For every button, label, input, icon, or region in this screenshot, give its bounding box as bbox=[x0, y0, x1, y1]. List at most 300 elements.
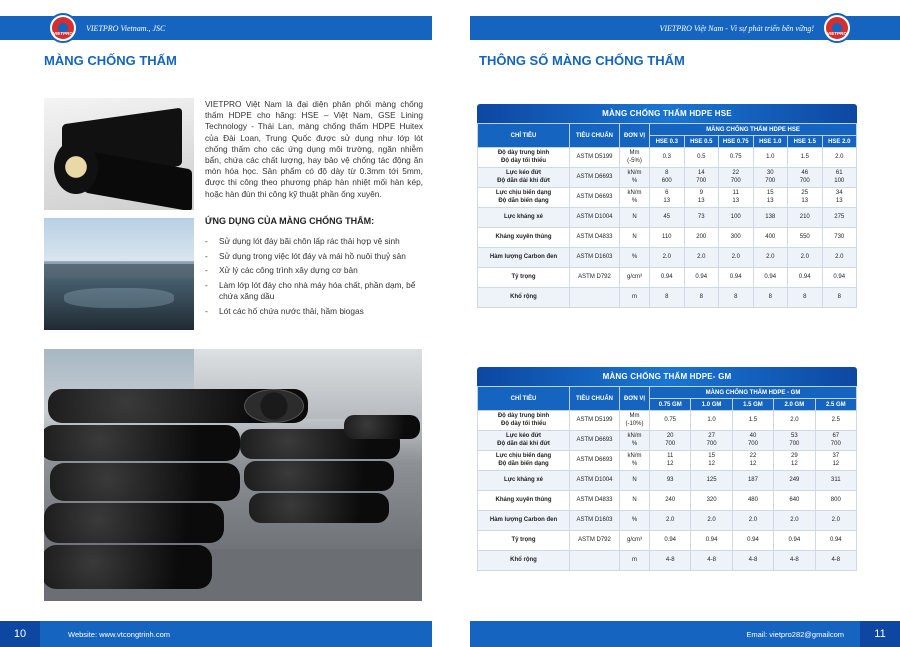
value-line: 11 bbox=[732, 190, 739, 197]
hse-table-banner: MÀNG CHỐNG THẤM HDPE HSE bbox=[477, 104, 857, 123]
value-cell bbox=[788, 228, 823, 248]
value-line: 249 bbox=[789, 476, 800, 483]
email-link[interactable]: Email: vietpro282@gmailcom bbox=[746, 629, 844, 639]
grade-header: 2.0 GM bbox=[774, 399, 815, 411]
value-cell bbox=[753, 188, 788, 208]
value-line: 53 bbox=[791, 433, 798, 440]
value-line: 0.94 bbox=[747, 536, 759, 543]
value-cell bbox=[732, 551, 773, 571]
value-cell bbox=[684, 168, 719, 188]
value-cell bbox=[719, 208, 754, 228]
value-line: 20 bbox=[666, 433, 674, 440]
value-line: 11 bbox=[667, 453, 674, 460]
value-cell bbox=[753, 268, 788, 288]
value-line: 15 bbox=[766, 190, 774, 197]
grade-header: 1.0 GM bbox=[691, 399, 732, 411]
value-cell bbox=[788, 248, 823, 268]
value-cell bbox=[650, 431, 691, 451]
footer-bar-left bbox=[0, 621, 432, 647]
grade-header: HSE 2.0 bbox=[822, 136, 857, 148]
value-line: 0.94 bbox=[695, 273, 708, 280]
unit-sub: % bbox=[631, 197, 638, 204]
value-line: 210 bbox=[799, 213, 810, 220]
value-line: 15 bbox=[708, 453, 715, 460]
criteria-label: Độ dày trung bình bbox=[497, 150, 550, 157]
value-line: 4-8 bbox=[707, 556, 716, 563]
value-cell bbox=[788, 268, 823, 288]
value-line: 4-8 bbox=[790, 556, 799, 563]
unit-cell bbox=[620, 491, 650, 511]
unit-value: N bbox=[632, 213, 637, 220]
standard-cell bbox=[570, 288, 620, 308]
value-line: 1.0 bbox=[766, 153, 775, 160]
value-line: 13 bbox=[663, 197, 671, 204]
value-line: 0.94 bbox=[798, 273, 811, 280]
value-line: 700 bbox=[765, 177, 776, 184]
value-line: 8 bbox=[734, 293, 738, 300]
value-cell bbox=[753, 248, 788, 268]
value-line: 311 bbox=[830, 476, 841, 483]
value-line: 700 bbox=[789, 440, 800, 447]
warehouse-rolls-photo bbox=[44, 349, 422, 601]
criteria-cell bbox=[478, 268, 570, 288]
value-line: 13 bbox=[766, 197, 774, 204]
grade-header: HSE 0.75 bbox=[719, 136, 754, 148]
value-line: 0.3 bbox=[662, 153, 671, 160]
value-line: 275 bbox=[834, 213, 845, 220]
list-item: - Lót các hố chứa nước thải, hầm biogas bbox=[205, 306, 423, 317]
value-cell bbox=[650, 228, 685, 248]
criteria-label: Lực kéo đứt bbox=[505, 433, 542, 440]
criteria-label: Kháng xuyên thủng bbox=[495, 233, 552, 240]
value-cell bbox=[788, 168, 823, 188]
grade-header: 0.75 GM bbox=[650, 399, 691, 411]
table-row bbox=[478, 471, 857, 491]
value-line: 8 bbox=[665, 293, 669, 300]
value-cell bbox=[691, 551, 732, 571]
value-cell bbox=[732, 431, 773, 451]
value-line: 400 bbox=[765, 233, 776, 240]
grade-header: 2.5 GM bbox=[815, 399, 856, 411]
col-unit: ĐƠN VỊ bbox=[620, 124, 650, 148]
value-cell bbox=[684, 248, 719, 268]
value-cell bbox=[822, 168, 857, 188]
table-row bbox=[478, 228, 857, 248]
grade-header: HSE 1.5 bbox=[788, 136, 823, 148]
vietpro-logo-right bbox=[822, 13, 852, 43]
value-cell bbox=[732, 511, 773, 531]
criteria-sublabel: Độ dãn biến dạng bbox=[498, 197, 549, 204]
value-line: 700 bbox=[730, 177, 741, 184]
value-cell bbox=[815, 411, 856, 431]
criteria-cell bbox=[478, 148, 570, 168]
unit-value: % bbox=[631, 516, 638, 523]
value-cell bbox=[774, 491, 815, 511]
value-line: 0.94 bbox=[788, 536, 801, 543]
value-line: 200 bbox=[696, 233, 707, 240]
value-cell bbox=[822, 228, 857, 248]
value-line: 300 bbox=[730, 233, 741, 240]
value-cell bbox=[753, 228, 788, 248]
value-cell bbox=[815, 471, 856, 491]
value-cell bbox=[719, 268, 754, 288]
value-line: 4-8 bbox=[831, 556, 841, 563]
value-line: 2.0 bbox=[835, 253, 844, 260]
value-cell bbox=[732, 531, 773, 551]
value-cell bbox=[822, 188, 857, 208]
value-line: 22 bbox=[749, 453, 757, 460]
table-row bbox=[478, 248, 857, 268]
standard-cell: ASTM D4833 bbox=[570, 491, 620, 511]
value-line: 0.94 bbox=[764, 273, 777, 280]
value-line: 0.5 bbox=[697, 153, 706, 160]
value-cell bbox=[774, 451, 815, 471]
group-header: MÀNG CHỐNG THẤM HDPE - GM bbox=[650, 387, 857, 399]
value-line: 13 bbox=[697, 197, 705, 204]
value-cell bbox=[815, 551, 856, 571]
unit-value: kN/m bbox=[627, 190, 642, 197]
value-line: 25 bbox=[801, 190, 809, 197]
table-row bbox=[478, 451, 857, 471]
value-cell bbox=[684, 288, 719, 308]
unit-value: g/cm³ bbox=[627, 273, 642, 280]
value-cell bbox=[822, 268, 857, 288]
criteria-sublabel: Độ dày tối thiểu bbox=[501, 420, 546, 427]
unit-cell bbox=[620, 248, 650, 268]
value-line: 8 bbox=[837, 293, 841, 300]
criteria-cell bbox=[478, 551, 570, 571]
unit-cell bbox=[620, 288, 650, 308]
value-line: 0.94 bbox=[833, 273, 846, 280]
value-line: 2.0 bbox=[748, 516, 758, 523]
value-cell bbox=[774, 511, 815, 531]
unit-cell bbox=[620, 511, 650, 531]
value-cell bbox=[650, 491, 691, 511]
value-line: 100 bbox=[834, 177, 845, 184]
value-cell bbox=[719, 248, 754, 268]
value-line: 187 bbox=[747, 476, 758, 483]
value-line: 700 bbox=[747, 440, 758, 447]
value-cell bbox=[684, 228, 719, 248]
website-link[interactable]: Website: www.vtcongtrinh.com bbox=[68, 629, 170, 639]
unit-sub: % bbox=[631, 460, 638, 467]
value-line: 45 bbox=[663, 213, 671, 220]
value-cell bbox=[822, 248, 857, 268]
criteria-cell bbox=[478, 511, 570, 531]
value-cell bbox=[815, 491, 856, 511]
value-line: 730 bbox=[834, 233, 845, 240]
value-cell bbox=[732, 411, 773, 431]
standard-cell: ASTM D1603 bbox=[570, 511, 620, 531]
standard-cell: ASTM D4833 bbox=[570, 228, 620, 248]
value-line: 2.0 bbox=[666, 516, 675, 523]
criteria-label: Tỷ trọng bbox=[511, 536, 536, 543]
table-row bbox=[478, 531, 857, 551]
value-line: 12 bbox=[791, 460, 798, 467]
value-cell bbox=[684, 188, 719, 208]
value-cell bbox=[684, 268, 719, 288]
value-line: 640 bbox=[789, 496, 800, 503]
value-cell bbox=[815, 431, 856, 451]
value-cell bbox=[650, 268, 685, 288]
list-item: - Xử lý các công trình xây dựng cơ bản bbox=[205, 265, 423, 276]
value-line: 550 bbox=[799, 233, 810, 240]
value-cell bbox=[691, 531, 732, 551]
unit-cell bbox=[620, 168, 650, 188]
hse-spec-table-block bbox=[477, 104, 857, 308]
criteria-label: Lực kháng xé bbox=[503, 476, 544, 483]
value-line: 8 bbox=[768, 293, 772, 300]
value-line: 320 bbox=[706, 496, 717, 503]
standard-cell: ASTM D5199 bbox=[570, 411, 620, 431]
value-cell bbox=[719, 288, 754, 308]
value-cell bbox=[650, 168, 685, 188]
standard-cell: ASTM D792 bbox=[570, 268, 620, 288]
unit-sub: (-5%) bbox=[627, 157, 642, 164]
value-cell bbox=[774, 411, 815, 431]
value-line: 2.0 bbox=[835, 153, 844, 160]
right-page-title: THÔNG SỐ MÀNG CHỐNG THẤM bbox=[479, 53, 685, 68]
criteria-label: Khổ rộng bbox=[510, 293, 537, 300]
value-line: 13 bbox=[835, 197, 843, 204]
value-line: 0.94 bbox=[829, 536, 842, 543]
value-line: 2.0 bbox=[697, 253, 706, 260]
criteria-cell bbox=[478, 208, 570, 228]
value-line: 29 bbox=[791, 453, 798, 460]
unit-value: Mm bbox=[629, 413, 640, 420]
slogan: VIETPRO Việt Nam - Vì sự phát triển bền vững! bbox=[659, 23, 814, 33]
value-line: 480 bbox=[747, 496, 758, 503]
value-line: 0.94 bbox=[660, 273, 673, 280]
criteria-cell bbox=[478, 491, 570, 511]
value-cell bbox=[650, 188, 685, 208]
unit-cell bbox=[620, 148, 650, 168]
value-cell bbox=[753, 168, 788, 188]
gm-spec-table-block bbox=[477, 367, 857, 571]
value-line: 12 bbox=[708, 460, 715, 467]
criteria-cell bbox=[478, 228, 570, 248]
table-row bbox=[478, 168, 857, 188]
unit-cell bbox=[620, 531, 650, 551]
value-line: 8 bbox=[665, 170, 669, 177]
criteria-label: Lực kháng xé bbox=[503, 213, 544, 220]
value-line: 4-8 bbox=[748, 556, 758, 563]
logo-text: VIETPRO bbox=[827, 31, 847, 36]
grade-header: HSE 0.5 bbox=[684, 136, 719, 148]
gm-table-banner: MÀNG CHỐNG THẤM HDPE- GM bbox=[477, 367, 857, 386]
grade-header: HSE 0.3 bbox=[650, 136, 685, 148]
value-line: 2.0 bbox=[790, 516, 799, 523]
unit-value: Mm bbox=[629, 150, 640, 157]
table-row bbox=[478, 148, 857, 168]
unit-value: % bbox=[631, 253, 638, 260]
criteria-label: Hàm lượng Carbon đen bbox=[489, 516, 558, 523]
value-cell bbox=[774, 531, 815, 551]
value-cell bbox=[732, 491, 773, 511]
gm-spec-table bbox=[477, 386, 857, 571]
list-item: - Làm lớp lót đáy cho nhà máy hóa chất, phần dạm, bể chứa xăng dầu bbox=[205, 280, 423, 302]
value-cell bbox=[719, 188, 754, 208]
standard-cell: ASTM D6693 bbox=[570, 431, 620, 451]
value-cell bbox=[691, 491, 732, 511]
value-cell bbox=[691, 431, 732, 451]
table-row bbox=[478, 411, 857, 431]
unit-sub: % bbox=[631, 440, 638, 447]
value-cell bbox=[650, 248, 685, 268]
unit-cell bbox=[620, 188, 650, 208]
col-criteria: CHỈ TIÊU bbox=[478, 124, 570, 148]
product-roll-photo bbox=[44, 98, 194, 210]
value-line: 22 bbox=[732, 170, 740, 177]
value-cell bbox=[753, 288, 788, 308]
value-line: 93 bbox=[666, 476, 674, 483]
value-line: 6 bbox=[665, 190, 669, 197]
vietpro-logo-left bbox=[48, 13, 78, 43]
criteria-cell bbox=[478, 411, 570, 431]
criteria-cell bbox=[478, 451, 570, 471]
value-cell bbox=[691, 511, 732, 531]
value-line: 46 bbox=[801, 170, 809, 177]
value-line: 240 bbox=[665, 496, 676, 503]
value-line: 12 bbox=[832, 460, 840, 467]
value-line: 700 bbox=[799, 177, 810, 184]
value-line: 2.0 bbox=[731, 253, 740, 260]
table-row bbox=[478, 511, 857, 531]
value-cell bbox=[753, 148, 788, 168]
value-cell bbox=[732, 451, 773, 471]
criteria-cell bbox=[478, 288, 570, 308]
value-cell bbox=[650, 288, 685, 308]
standard-cell: ASTM D1004 bbox=[570, 208, 620, 228]
table-row bbox=[478, 431, 857, 451]
standard-cell: ASTM D6693 bbox=[570, 168, 620, 188]
page-number-right: 11 bbox=[860, 621, 900, 647]
list-item: - Sử dụng trong việc lót đáy và mái hồ nuôi thuỷ sản bbox=[205, 251, 423, 262]
value-line: 1.5 bbox=[748, 416, 758, 423]
value-line: 13 bbox=[732, 197, 740, 204]
applications-list bbox=[205, 236, 423, 321]
value-line: 12 bbox=[666, 460, 674, 467]
value-cell bbox=[732, 471, 773, 491]
value-cell bbox=[815, 451, 856, 471]
table-row bbox=[478, 551, 857, 571]
unit-value: kN/m bbox=[627, 170, 642, 177]
criteria-sublabel: Độ dày tối thiểu bbox=[501, 157, 546, 164]
value-line: 100 bbox=[730, 213, 741, 220]
value-line: 700 bbox=[665, 440, 676, 447]
value-cell bbox=[684, 208, 719, 228]
value-cell bbox=[650, 208, 685, 228]
value-line: 125 bbox=[706, 476, 717, 483]
criteria-cell bbox=[478, 531, 570, 551]
unit-sub: % bbox=[631, 177, 638, 184]
applications-title: ỨNG DỤNG CỦA MÀNG CHỐNG THẤM: bbox=[205, 216, 375, 226]
value-line: 61 bbox=[835, 170, 843, 177]
value-cell bbox=[815, 531, 856, 551]
standard-cell: ASTM D1603 bbox=[570, 248, 620, 268]
page-number-left: 10 bbox=[0, 621, 40, 647]
value-cell bbox=[788, 288, 823, 308]
unit-cell bbox=[620, 268, 650, 288]
value-cell bbox=[719, 228, 754, 248]
table-row bbox=[478, 288, 857, 308]
value-line: 2.0 bbox=[707, 516, 716, 523]
unit-value: N bbox=[632, 233, 637, 240]
value-line: 12 bbox=[749, 460, 757, 467]
criteria-sublabel: Độ dãn dài khi đứt bbox=[497, 440, 550, 447]
value-cell bbox=[822, 148, 857, 168]
value-cell bbox=[788, 188, 823, 208]
value-line: 0.75 bbox=[664, 416, 677, 423]
value-line: 34 bbox=[835, 190, 843, 197]
unit-cell bbox=[620, 228, 650, 248]
criteria-cell bbox=[478, 471, 570, 491]
value-cell bbox=[815, 511, 856, 531]
value-line: 2.0 bbox=[831, 516, 840, 523]
value-cell bbox=[650, 471, 691, 491]
value-line: 73 bbox=[697, 213, 705, 220]
value-cell bbox=[691, 451, 732, 471]
unit-cell bbox=[620, 411, 650, 431]
value-line: 37 bbox=[832, 453, 840, 460]
standard-cell: ASTM D6693 bbox=[570, 451, 620, 471]
unit-value: kN/m bbox=[627, 453, 642, 460]
criteria-sublabel: Độ dãn dài khi đứt bbox=[497, 177, 550, 184]
value-line: 14 bbox=[697, 170, 705, 177]
value-cell bbox=[650, 148, 685, 168]
unit-cell bbox=[620, 451, 650, 471]
footer-bar-right bbox=[470, 621, 900, 647]
standard-cell: ASTM D5199 bbox=[570, 148, 620, 168]
criteria-label: Lực chịu biến dạng bbox=[495, 453, 552, 460]
unit-cell bbox=[620, 431, 650, 451]
value-cell bbox=[650, 511, 691, 531]
value-line: 1.0 bbox=[707, 416, 716, 423]
unit-value: m bbox=[632, 556, 637, 563]
value-line: 700 bbox=[696, 177, 707, 184]
standard-cell: ASTM D6693 bbox=[570, 188, 620, 208]
unit-value: kN/m bbox=[627, 433, 642, 440]
company-name: VIETPRO Vietnam., JSC bbox=[86, 23, 166, 33]
value-line: 2.0 bbox=[790, 416, 799, 423]
hse-spec-table bbox=[477, 123, 857, 308]
criteria-cell bbox=[478, 188, 570, 208]
value-line: 13 bbox=[801, 197, 809, 204]
fish-pond-lining-photo bbox=[44, 218, 194, 330]
value-line: 600 bbox=[661, 177, 672, 184]
criteria-cell bbox=[478, 431, 570, 451]
col-unit: ĐƠN VỊ bbox=[620, 387, 650, 411]
unit-cell bbox=[620, 208, 650, 228]
table-row bbox=[478, 491, 857, 511]
unit-value: N bbox=[632, 496, 637, 503]
value-line: 2.5 bbox=[831, 416, 840, 423]
value-cell bbox=[691, 411, 732, 431]
criteria-label: Kháng xuyên thủng bbox=[495, 496, 552, 503]
value-line: 2.0 bbox=[662, 253, 671, 260]
value-cell bbox=[650, 531, 691, 551]
value-cell bbox=[822, 288, 857, 308]
value-cell bbox=[774, 431, 815, 451]
value-line: 700 bbox=[830, 440, 841, 447]
unit-sub: (-10%) bbox=[625, 420, 644, 427]
criteria-cell bbox=[478, 248, 570, 268]
unit-value: g/cm³ bbox=[627, 536, 642, 543]
standard-cell bbox=[570, 551, 620, 571]
table-row bbox=[478, 268, 857, 288]
value-line: 27 bbox=[708, 433, 715, 440]
value-line: 800 bbox=[830, 496, 841, 503]
